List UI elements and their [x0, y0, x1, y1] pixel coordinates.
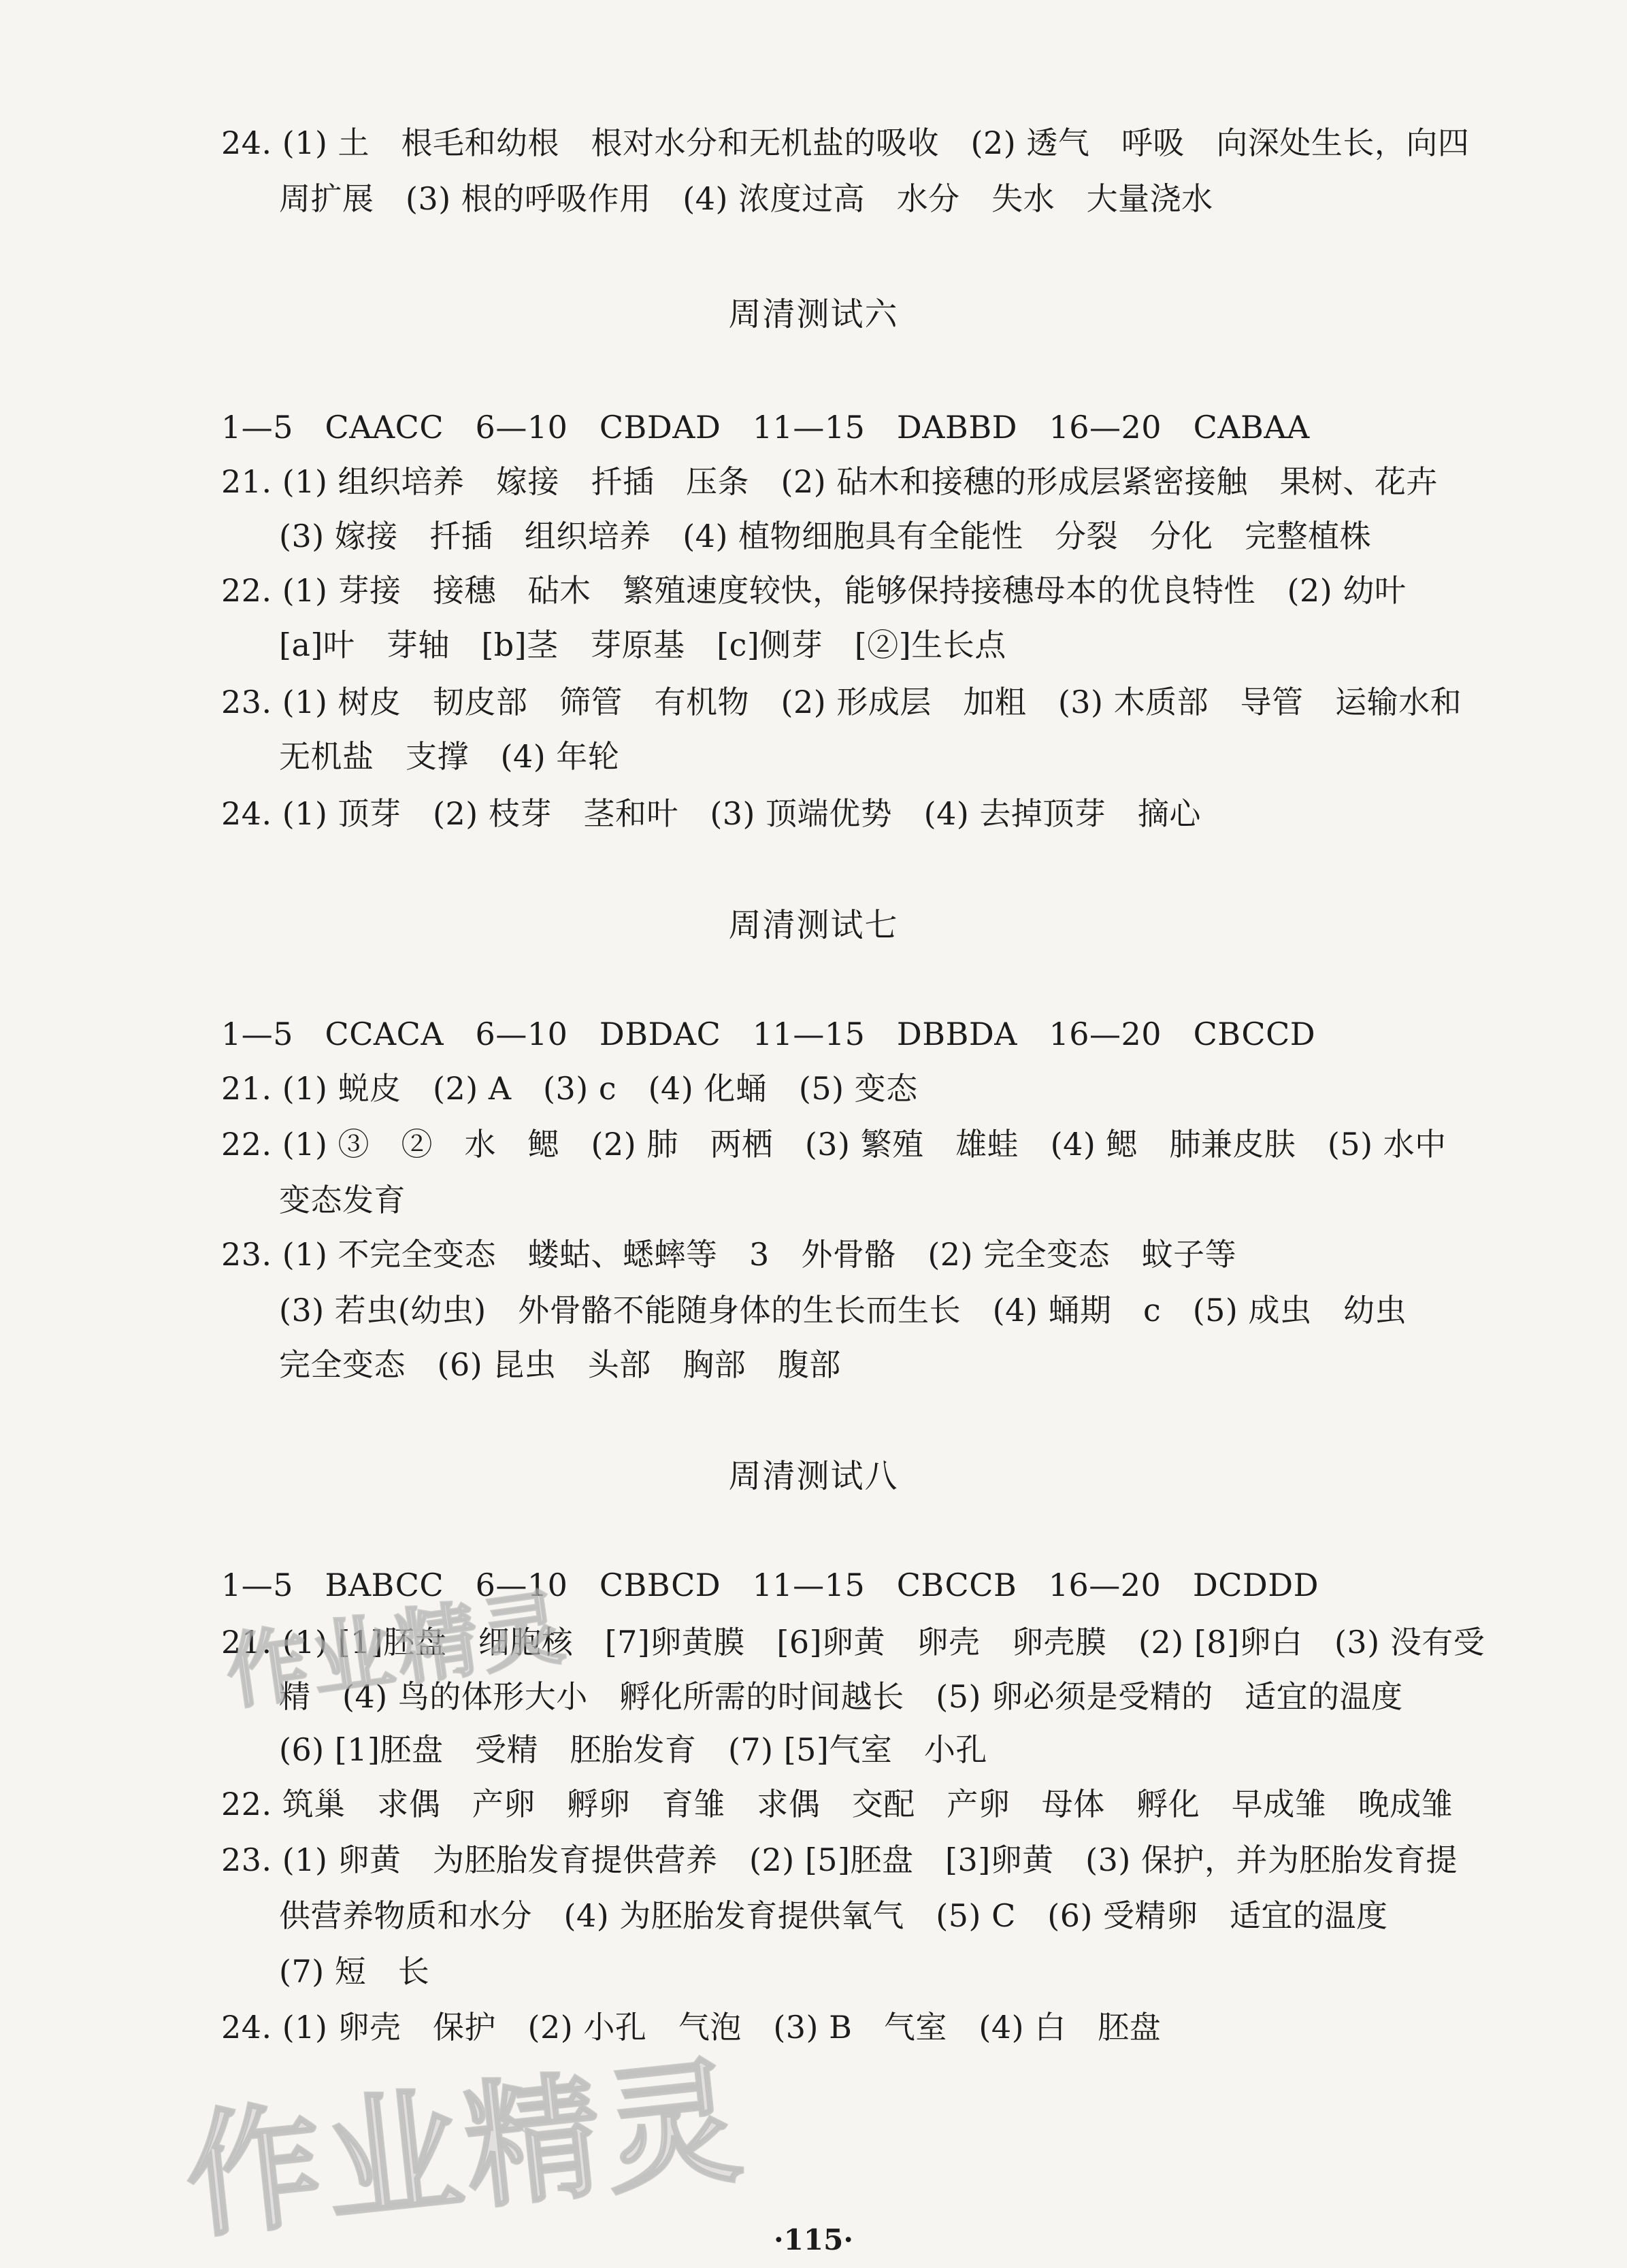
answer-line: 22. (1) ③ ② 水 鳃 (2) 肺 两栖 (3) 繁殖 雄蛙 (4) 鳃 肺兼皮肤 (5) 水中	[221, 1126, 1447, 1163]
page-number: ·115·	[774, 2223, 853, 2256]
answer-line: 22. 筑巢 求偶 产卵 孵卵 育雏 求偶 交配 产卵 母体 孵化 早成雏 晚成雏	[221, 1786, 1453, 1822]
answer-line: 24. (1) 卵壳 保护 (2) 小孔 气泡 (3) B 气室 (4) 白 胚盘	[221, 2009, 1162, 2046]
answer-line: 周扩展 (3) 根的呼吸作用 (4) 浓度过高 水分 失水 大量浇水	[279, 180, 1213, 217]
section-title: 周清测试六	[728, 295, 899, 333]
answer-line: 23. (1) 卵黄 为胚胎发育提供营养 (2) [5]胚盘 [3]卵黄 (3) 保护，并为胚胎发育提	[221, 1841, 1458, 1878]
answer-line: (7) 短 长	[279, 1953, 430, 1990]
answer-line: 完全变态 (6) 昆虫 头部 胸部 腹部	[279, 1346, 841, 1383]
answer-line: 精 (4) 鸟的体形大小 孵化所需的时间越长 (5) 卵必须是受精的 适宜的温度	[279, 1678, 1403, 1715]
answer-line: (3) 嫁接 扦插 组织培养 (4) 植物细胞具有全能性 分裂 分化 完整植株	[279, 518, 1372, 554]
watermark-logo: 作业精灵	[220, 1580, 574, 1722]
answer-line: 1—5 CCACA 6—10 DBDAC 11—15 DBBDA 16—20 CBCCD	[221, 1016, 1316, 1052]
answer-line: 21. (1) [1]胚盘 细胞核 [7]卵黄膜 [6]卵黄 卵壳 卵壳膜 (2) [8]卵白 (3) 没有受	[221, 1624, 1485, 1661]
answer-line: 变态发育	[279, 1182, 406, 1218]
answer-line: 21. (1) 蜕皮 (2) A (3) c (4) 化蛹 (5) 变态	[221, 1070, 918, 1107]
answer-line: 22. (1) 芽接 接穗 砧木 繁殖速度较快，能够保持接穗母本的优良特性 (2) 幼叶	[221, 572, 1407, 609]
answer-line: 24. (1) 顶芽 (2) 枝芽 茎和叶 (3) 顶端优势 (4) 去掉顶芽 摘心	[221, 795, 1201, 832]
answer-line: 1—5 CAACC 6—10 CBDAD 11—15 DABBD 16—20 CABAA	[221, 409, 1310, 446]
answer-line: 24. (1) 土 根毛和幼根 根对水分和无机盐的吸收 (2) 透气 呼吸 向深处生长，向四	[221, 124, 1470, 161]
section-title: 周清测试七	[728, 906, 899, 944]
answer-line: (3) 若虫(幼虫) 外骨骼不能随身体的生长而生长 (4) 蛹期 c (5) 成虫 幼虫	[279, 1292, 1407, 1329]
section-title: 周清测试八	[728, 1457, 899, 1495]
answer-line: [a]叶 芽轴 [b]茎 芽原基 [c]侧芽 [②]生长点	[279, 627, 1006, 663]
answer-line: 无机盐 支撑 (4) 年轮	[279, 738, 620, 775]
answer-line: 23. (1) 树皮 韧皮部 筛管 有机物 (2) 形成层 加粗 (3) 木质部 导管 运输水和	[221, 684, 1462, 720]
answer-line: 21. (1) 组织培养 嫁接 扦插 压条 (2) 砧木和接穗的形成层紧密接触 果树、花卉	[221, 463, 1438, 500]
watermark-logo: 作业精灵	[178, 2041, 753, 2258]
answer-line: 供营养物质和水分 (4) 为胚胎发育提供氧气 (5) C (6) 受精卵 适宜的温度	[279, 1897, 1388, 1934]
answer-line: 1—5 BABCC 6—10 CBBCD 11—15 CBCCB 16—20 DCDDD	[221, 1567, 1319, 1603]
answer-line: (6) [1]胚盘 受精 胚胎发育 (7) [5]气室 小孔	[279, 1731, 987, 1768]
answer-line: 23. (1) 不完全变态 蝼蛄、蟋蟀等 3 外骨骼 (2) 完全变态 蚊子等	[221, 1236, 1237, 1273]
